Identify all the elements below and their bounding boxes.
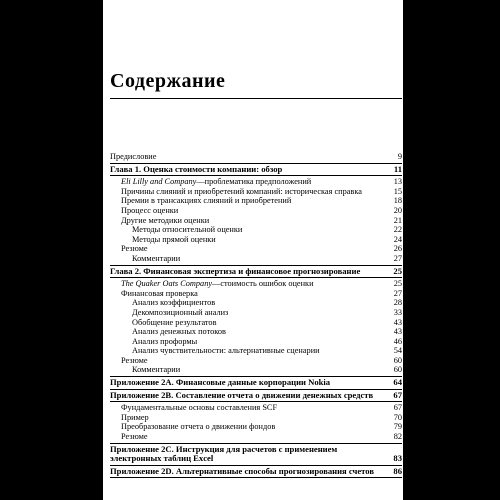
toc-entry-page: 79 [393,422,402,432]
toc-entry-title: Комментарии [132,253,181,263]
toc-entry-title: Глава 1. Оценка стоимости компании: обзор [110,163,283,174]
toc-entry-page: 9 [397,152,402,161]
toc-entry-chapter-2[interactable] [110,267,402,277]
toc-entry-title: Пример [121,412,149,422]
toc-entry[interactable] [110,244,402,254]
toc-entry-title [121,279,314,289]
toc-entry-title: Приложение 2B. Составление отчета о движении денежных средств [110,389,374,400]
toc-entry-page: 82 [393,432,402,442]
table-of-contents [110,152,402,479]
toc-entry[interactable] [110,298,402,308]
toc-entry-title: Приложение 2D. Альтернативные способы прогнозирования счетов [110,465,374,476]
toc-entry[interactable] [110,318,402,328]
toc-entry[interactable] [110,432,402,442]
toc-entry-page: 60 [393,355,402,365]
toc-entry-page: 86 [393,465,402,476]
toc-entry-appendix-2a[interactable] [110,378,402,388]
toc-entry-title: Анализ проформы [132,336,198,346]
toc-entry-page: 18 [393,196,402,206]
toc-entry-page: 67 [393,389,402,400]
toc-entry[interactable] [110,413,402,423]
toc-entry-page: 24 [393,234,402,244]
toc-entry-page: 25 [393,279,402,289]
toc-entry-page: 22 [393,225,402,235]
toc-entry-title: Предисловие [110,152,157,161]
toc-entry[interactable] [110,196,402,206]
toc-entry-page: 25 [393,265,402,276]
toc-entry[interactable] [110,235,402,245]
toc-entry-title: Процесс оценки [121,205,179,215]
toc-entry[interactable] [110,279,402,289]
toc-entry-page: 60 [393,365,402,375]
toc-entry-title: Анализ чувствительности: альтернативные сценарии [132,346,320,356]
toc-entry[interactable] [110,206,402,216]
toc-entry[interactable] [110,346,402,356]
toc-entry-page: 70 [393,412,402,422]
toc-entry-appendix-2d[interactable] [110,467,402,477]
toc-entry-page: 46 [393,336,402,346]
toc-entry-title: Резюме [121,244,148,254]
divider [110,277,402,278]
toc-entry-title: Приложение 2C. Инструкция для расчетов с применением электронных таблиц Excel [110,443,338,464]
toc-entry-page: 83 [393,453,402,464]
divider [110,477,402,478]
toc-entry-page: 20 [393,205,402,215]
toc-entry[interactable] [110,403,402,413]
document-page [103,0,403,500]
toc-entry-page: 28 [393,298,402,308]
toc-entry-title-rest: —проблематика предположений [196,177,312,187]
toc-entry-page: 27 [393,253,402,263]
toc-entry-page: 67 [393,403,402,413]
page-title: Содержание [110,70,226,92]
toc-entry-title: Анализ коэффициентов [132,298,216,308]
toc-entry-title: Методы прямой оценки [132,234,216,244]
toc-entry[interactable] [110,308,402,318]
toc-entry-title-italic: Eli Lilly and Company [121,177,197,187]
toc-entry-title: Резюме [121,355,148,365]
toc-entry[interactable] [110,177,402,187]
toc-entry-title: Другие методики оценки [121,215,210,225]
toc-entry-page: 54 [393,346,402,356]
toc-entry-title: Обобщение результатов [132,317,217,327]
toc-entry-page: 43 [393,317,402,327]
toc-entry[interactable] [110,187,402,197]
toc-entry-title: Фундаментальные основы составления SCF [121,403,278,413]
toc-entry[interactable] [110,327,402,337]
toc-entry[interactable] [110,254,402,264]
title-rule [110,98,402,99]
toc-entry[interactable] [110,225,402,235]
toc-entry-appendix-2b[interactable] [110,391,402,401]
toc-entry-page: 64 [393,377,402,388]
toc-entry-chapter-1[interactable] [110,165,402,175]
toc-entry-title: Комментарии [132,365,181,375]
toc-entry-page: 43 [393,327,402,337]
toc-entry[interactable] [110,289,402,299]
divider [110,401,402,402]
toc-entry-page: 11 [393,163,402,174]
toc-entry-title [121,177,311,187]
toc-entry-page: 13 [393,177,402,187]
toc-entry-title: Декомпозиционный анализ [132,307,229,317]
toc-entry-title-rest: —стоимость ошибок оценки [212,279,314,289]
toc-entry[interactable] [110,216,402,226]
toc-entry[interactable] [110,422,402,432]
toc-entry-page: 33 [393,307,402,317]
toc-entry-preface[interactable] [110,152,402,162]
toc-entry-page: 27 [393,288,402,298]
toc-entry-page: 26 [393,244,402,254]
toc-entry-title: Причины слияний и приобретений компаний: историческая справка [121,186,362,196]
toc-entry-title: Финансовая проверка [121,288,198,298]
toc-entry[interactable] [110,337,402,347]
toc-entry-title: Преобразование отчета о движении фондов [121,422,276,432]
divider [110,175,402,176]
toc-entry-page: 21 [393,215,402,225]
toc-entry-title: Приложение 2A. Финансовые данные корпорации Nokia [110,377,331,388]
toc-entry-title: Резюме [121,432,148,442]
toc-entry-page: 15 [393,186,402,196]
toc-entry-title: Глава 2. Финансовая экспертиза и финансовое прогнозирование [110,265,361,276]
toc-entry[interactable] [110,365,402,375]
toc-entry[interactable] [110,356,402,366]
toc-entry-appendix-2c[interactable] [110,445,402,464]
toc-entry-title: Премии в трансакциях слияний и приобретений [121,196,292,206]
toc-entry-title-italic: The Quaker Oats Company [121,279,213,289]
toc-entry-title: Анализ денежных потоков [132,327,226,337]
toc-entry-title: Методы относительной оценки [132,225,243,235]
